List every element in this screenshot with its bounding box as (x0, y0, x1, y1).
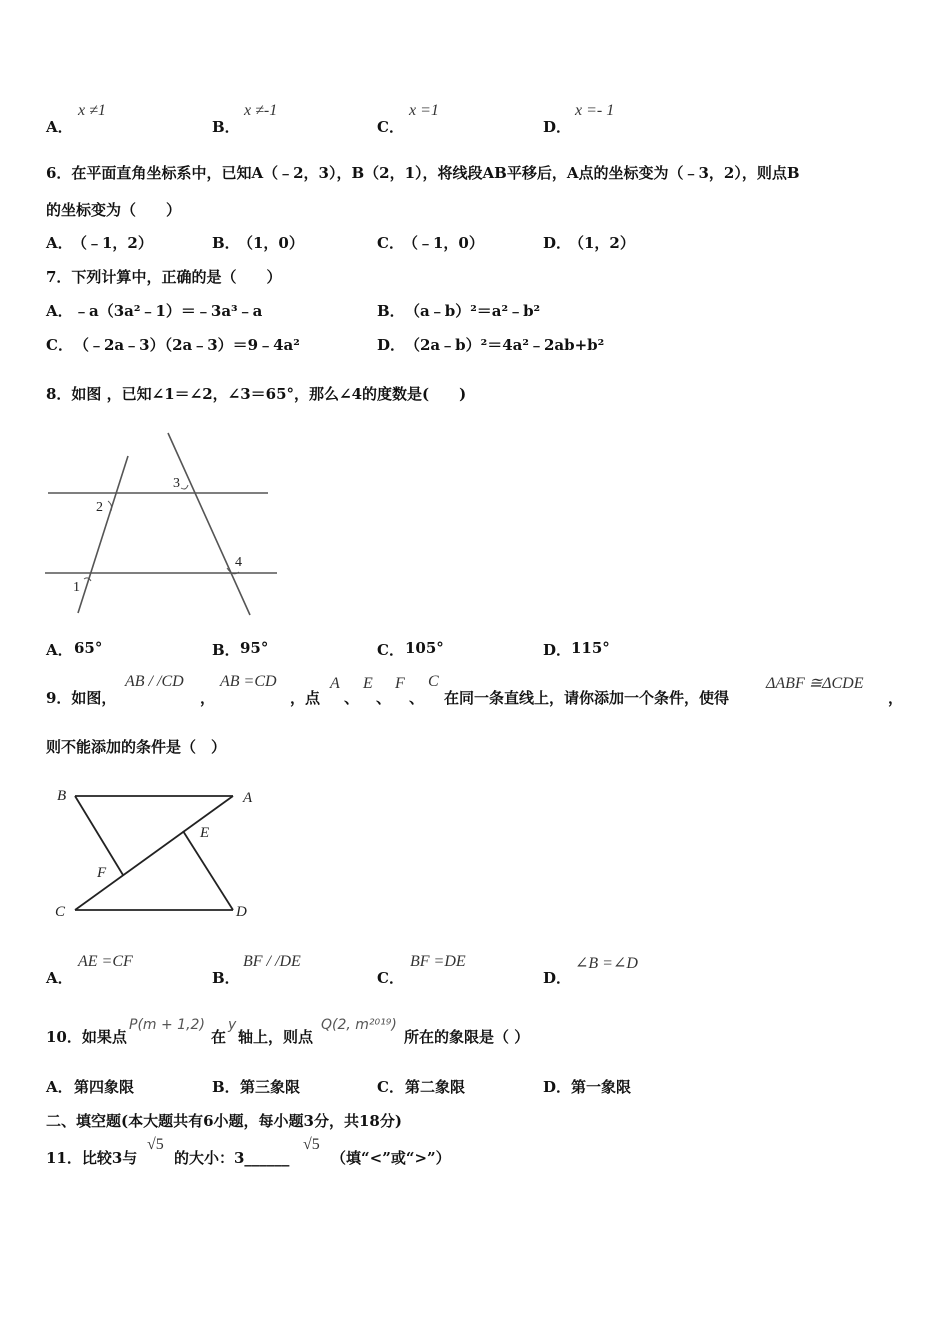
q6-option-c-text: （﹣1，0） (403, 234, 484, 252)
q9-label-c: C (55, 904, 66, 920)
q9-math-ab-equals-cd: AB =CD (220, 673, 277, 690)
q7-option-d-text: （2a﹣b）²＝4a²﹣2ab+b² (405, 336, 605, 354)
q7-option-c-label: C． (46, 336, 73, 354)
q11-math-sqrt5-1: √5 (147, 1136, 164, 1153)
q6-option-a-text: （﹣1，2） (72, 234, 153, 252)
q8-right-transversal (168, 433, 250, 615)
q9-math-congruent: ΔABF ≅ΔCDE (766, 675, 864, 692)
q9-option-d-math: ∠B =∠D (575, 955, 638, 972)
q5-option-b-math: x ≠-1 (244, 102, 278, 119)
q7-option-a-text: ﹣a（3a²﹣1）＝﹣3a³﹣a (74, 302, 263, 320)
q9-sep-1: 、 (344, 689, 360, 707)
q6-option-a-label: A． (46, 234, 73, 252)
q9-option-a-label: A． (46, 969, 73, 987)
q8-stem: 8．如图 ，已知∠1＝∠2，∠3＝65°，那么∠4的度数是( ) (46, 385, 467, 403)
q8-figure (40, 425, 285, 620)
q10-text-2: 在 (211, 1028, 227, 1046)
q11-math-sqrt5-2: √5 (303, 1136, 320, 1153)
q8-option-a-text: 65° (74, 639, 103, 657)
q9-point-f: F (395, 675, 405, 692)
q9-comma-1: ， (200, 689, 216, 707)
q5-option-a-label: A． (46, 118, 73, 136)
section-2-title: 二、填空题(本大题共有6小题，每小题3分，共18分) (46, 1112, 402, 1130)
q11-text-3: （填“<”或“>”） (331, 1149, 451, 1167)
q9-segment-bf (75, 796, 123, 875)
q11-text-1: 11．比较3与 (46, 1149, 138, 1167)
q9-option-c-label: C． (377, 969, 404, 987)
q9-option-d-label: D． (543, 969, 572, 987)
q5-option-c-label: C． (377, 118, 404, 136)
q9-math-ab-parallel-cd: AB / /CD (125, 673, 184, 690)
q9-comma-2: ， (888, 689, 904, 707)
q8-angle-3-arc (181, 485, 188, 489)
q10-math-q: Q(2, m²⁰¹⁹) (321, 1017, 397, 1033)
q10-option-a-text: 第四象限 (74, 1078, 135, 1096)
q5-option-d-label: D． (543, 118, 572, 136)
q6-stem-line1: 6．在平面直角坐标系中，已知A（﹣2，3），B（2，1），将线段AB平移后，A点的坐标变为（﹣3，2），则点B (46, 164, 800, 182)
q9-label-d: D (236, 904, 247, 920)
q10-math-y: y (228, 1017, 237, 1033)
q7-stem: 7．下列计算中，正确的是（ ） (46, 268, 282, 286)
q8-label-2: 2 (96, 500, 103, 515)
q6-option-b-label: B． (212, 234, 240, 252)
q9-option-b-label: B． (212, 969, 240, 987)
q5-option-a-math: x ≠1 (78, 102, 106, 119)
q8-option-b-label: B． (212, 641, 240, 659)
q7-option-d-label: D． (377, 336, 406, 354)
q9-option-b-math: BF / /DE (243, 953, 301, 970)
q8-left-transversal (78, 456, 128, 613)
q10-math-p: P(m + 1,2) (129, 1017, 205, 1033)
q8-label-4: 4 (235, 555, 242, 570)
q10-option-b-label: B． (212, 1078, 240, 1096)
q9-sep-3: 、 (409, 689, 425, 707)
q7-option-c-text: （﹣2a﹣3）（2a﹣3）＝9﹣4a² (74, 336, 300, 354)
q8-label-1: 1 (73, 580, 80, 595)
q9-option-c-math: BF =DE (410, 953, 466, 970)
q8-option-d-label: D． (543, 641, 572, 659)
q6-option-c-label: C． (377, 234, 404, 252)
q7-option-b-text: （a﹣b）²＝a²﹣b² (405, 302, 541, 320)
q6-option-b-text: （1，0） (238, 234, 304, 252)
q11-text-2: 的大小：3______ (174, 1149, 290, 1167)
q8-option-c-text: 105° (405, 639, 444, 657)
q9-prefix: 9．如图， (46, 689, 117, 707)
q9-segment-ed (183, 831, 233, 910)
q9-label-f: F (97, 865, 107, 881)
q8-angle-2-arc (108, 501, 112, 511)
q9-label-b: B (57, 788, 67, 804)
q6-option-d-text: （1，2） (569, 234, 635, 252)
q9-sep-2: 、 (376, 689, 392, 707)
q6-option-d-label: D． (543, 234, 572, 252)
q9-point-e: E (363, 675, 373, 692)
q9-figure (45, 780, 265, 925)
q10-option-d-text: 第一象限 (571, 1078, 632, 1096)
q10-option-c-label: C． (377, 1078, 404, 1096)
q7-option-b-label: B． (377, 302, 405, 320)
q10-option-c-text: 第二象限 (405, 1078, 466, 1096)
q9-text-point: ，点 (290, 689, 321, 707)
q10-text-1: 10．如果点 (46, 1028, 127, 1046)
q10-text-4: 所在的象限是（ ） (404, 1028, 530, 1046)
q5-option-d-math: x =- 1 (575, 102, 615, 119)
q7-option-a-label: A． (46, 302, 73, 320)
q8-option-a-label: A． (46, 641, 73, 659)
q9-point-c: C (428, 673, 439, 690)
q10-option-b-text: 第三象限 (240, 1078, 301, 1096)
q5-option-c-math: x =1 (409, 102, 439, 119)
q9-option-a-math: AE =CF (78, 953, 133, 970)
q10-option-a-label: A． (46, 1078, 73, 1096)
q9-label-a: A (243, 790, 253, 806)
q9-label-e: E (200, 825, 210, 841)
q6-stem-line2: 的坐标变为（ ） (46, 201, 182, 219)
q9-point-a: A (330, 675, 340, 692)
q9-text-collinear: 在同一条直线上，请你添加一个条件，使得 (444, 689, 730, 707)
q8-option-b-text: 95° (240, 639, 269, 657)
q8-label-3: 3 (173, 476, 180, 491)
q10-text-3: 轴上，则点 (238, 1028, 314, 1046)
q8-option-d-text: 115° (571, 639, 610, 657)
q8-option-c-label: C． (377, 641, 404, 659)
q8-angle-1-arc (84, 578, 91, 581)
q10-option-d-label: D． (543, 1078, 572, 1096)
q9-segment-ac (75, 796, 233, 910)
q9-stem-line2: 则不能添加的条件是（ ） (46, 738, 227, 756)
q5-option-b-label: B． (212, 118, 240, 136)
